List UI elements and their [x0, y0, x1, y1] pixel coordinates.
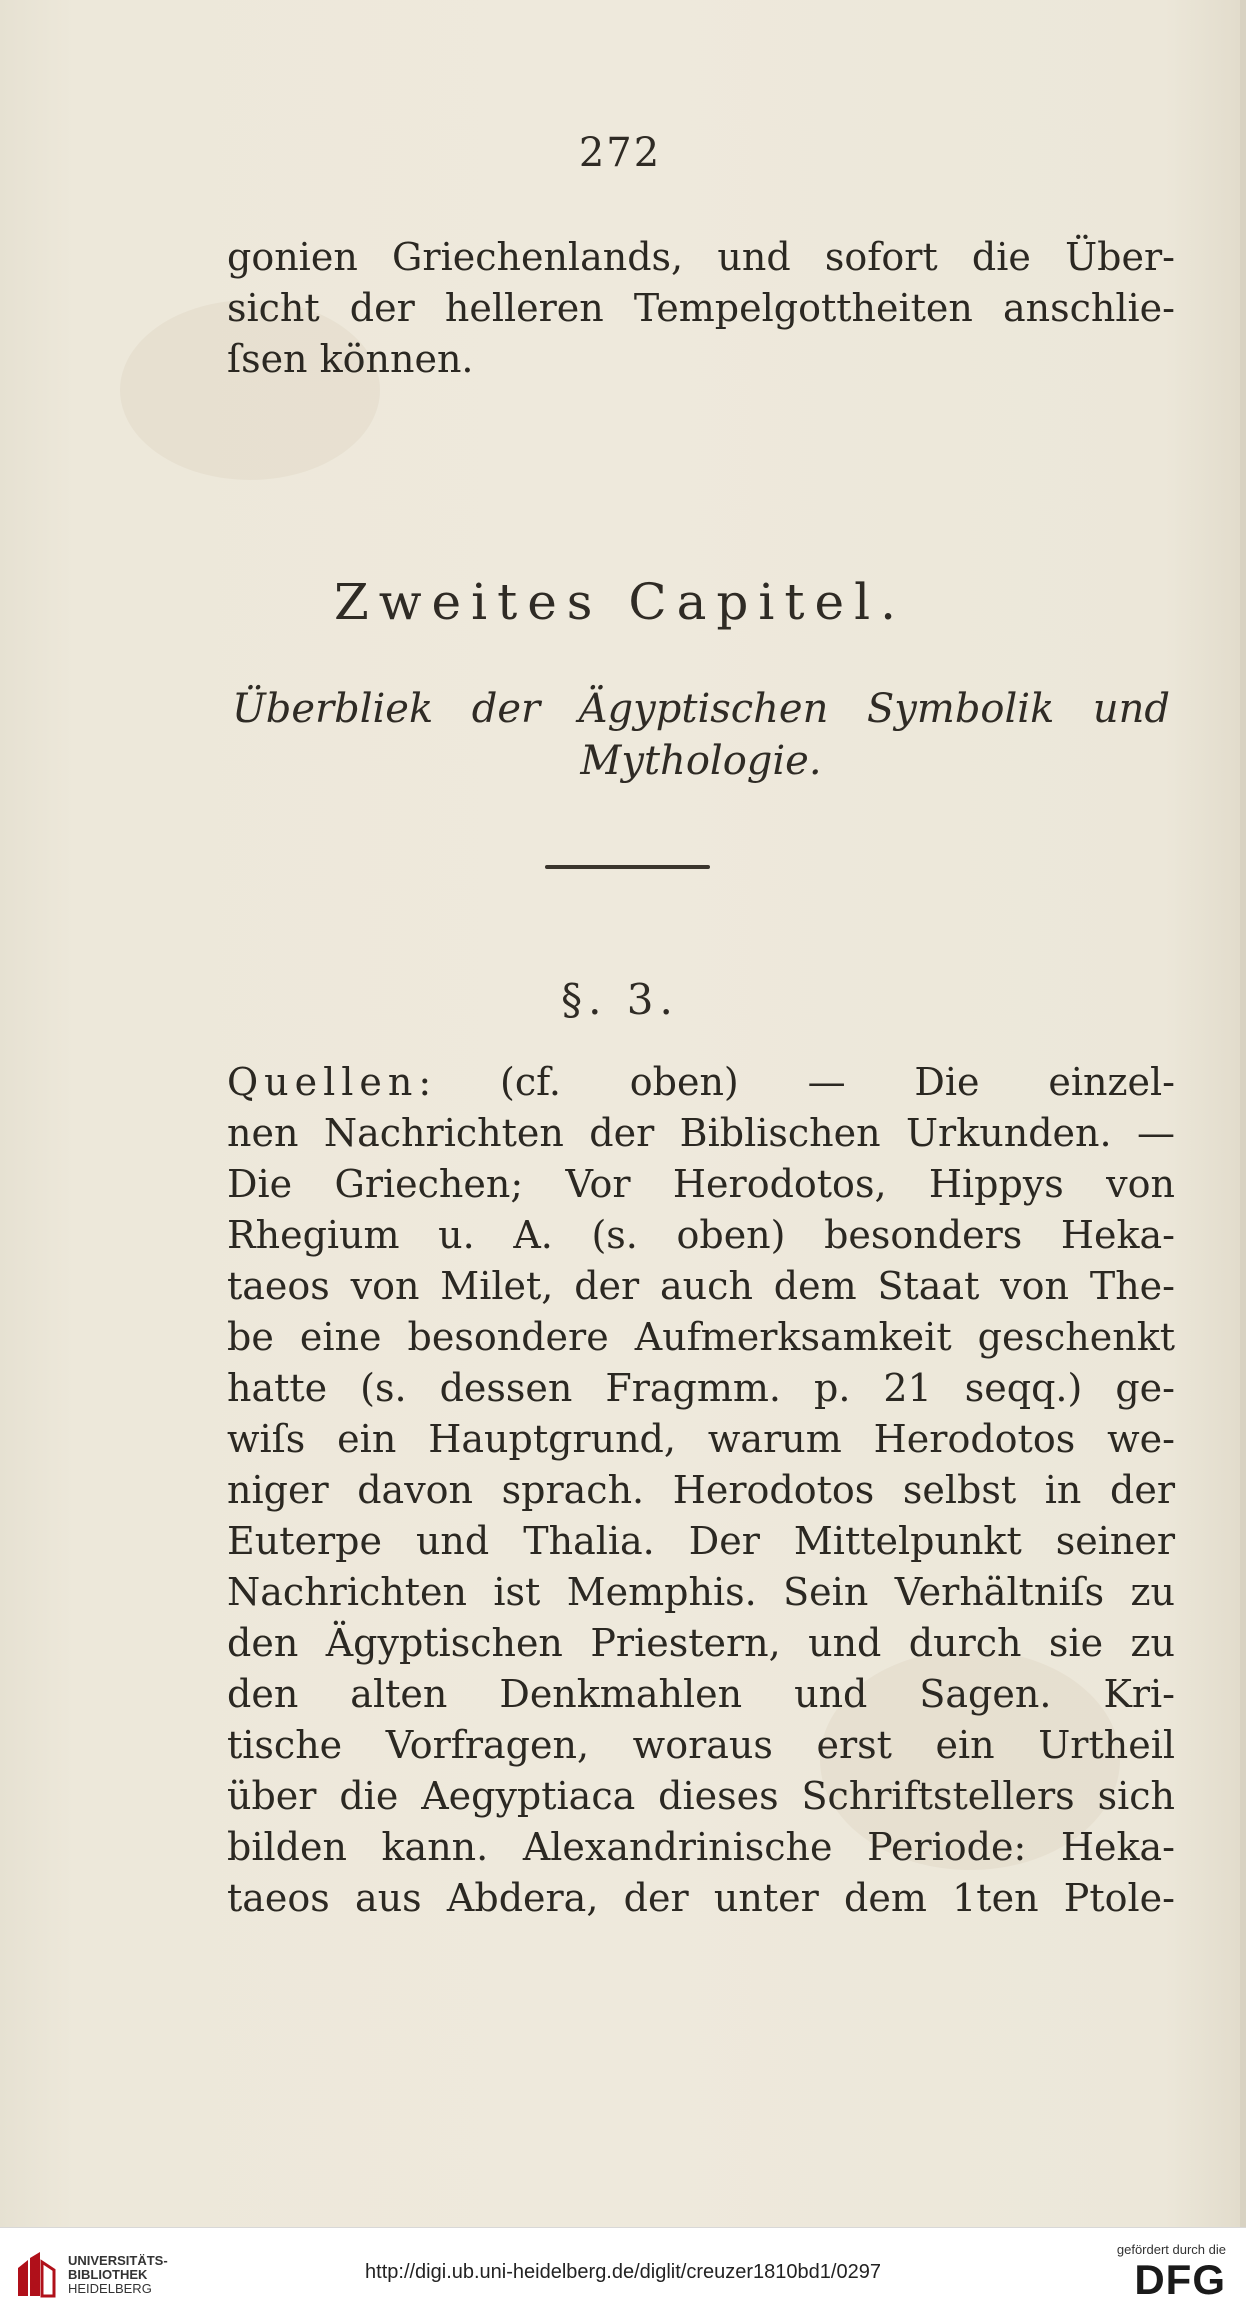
text-line [227, 1465, 1175, 1516]
library-name-line: BIBLIOTHEK [68, 2267, 148, 2282]
text-line [227, 1210, 1175, 1261]
chapter-subtitle [232, 683, 1170, 787]
funding-label: gefördert durch die [1116, 2242, 1226, 2257]
text-line [227, 1822, 1175, 1873]
text-line-content: den alten Denkmahlen und Sagen. Kri- [227, 1672, 1175, 1716]
text-line-content: niger davon sprach. Herodotos selbst in der [227, 1468, 1175, 1512]
text-line-content: hatte (s. dessen Fragmm. p. 21 seqq.) ge- [227, 1366, 1175, 1410]
text-line [227, 1618, 1175, 1669]
permalink-url[interactable]: http://digi.ub.uni-heidelberg.de/diglit/creuzer1810bd1/0297 [365, 2261, 881, 2283]
text-line [227, 1159, 1175, 1210]
text-line [227, 1516, 1175, 1567]
continuation-paragraph [227, 232, 1175, 385]
footer-bar [0, 2227, 1246, 2318]
text-line [227, 1669, 1175, 1720]
text-line [227, 1108, 1175, 1159]
page-number: 272 [578, 130, 662, 176]
chapter-heading: Zweites Capitel. [334, 573, 906, 631]
funding-credit [1096, 2242, 1226, 2303]
text-line [227, 1057, 1175, 1108]
text-line-content: nen Nachrichten der Biblischen Urkunden. — [227, 1111, 1175, 1155]
text-line [227, 1261, 1175, 1312]
text-line [227, 1567, 1175, 1618]
library-name-line: HEIDELBERG [68, 2281, 152, 2296]
spaced-keyword: Quellen [227, 1060, 419, 1104]
text-line-content: Rhegium u. A. (s. oben) besonders Heka- [227, 1213, 1175, 1257]
text-line-content: taeos aus Abdera, der unter dem 1ten Ptole- [227, 1876, 1175, 1920]
text-line: ſsen können. [227, 337, 474, 381]
text-line-content: den Ägyptischen Priestern, und durch sie zu [227, 1621, 1175, 1665]
chapter-subtitle-line: Mythologie. [580, 738, 822, 784]
text-line [227, 1414, 1175, 1465]
text-line-content: taeos von Milet, der auch dem Staat von The- [227, 1264, 1175, 1308]
text-line [227, 1720, 1175, 1771]
text-line-content: Die Griechen; Vor Herodotos, Hippys von [227, 1162, 1175, 1206]
text-line-content: : (cf. oben) — Die einzel- [418, 1060, 1175, 1104]
text-line: gonien Griechenlands, und sofort die Über- [227, 235, 1175, 279]
library-name-line: UNIVERSITÄTS- [68, 2253, 168, 2268]
text-line [227, 1771, 1175, 1822]
text-line-content: wiſs ein Hauptgrund, warum Herodotos we- [227, 1417, 1175, 1461]
text-line-content: über die Aegyptiaca dieses Schriftstellers sich [227, 1774, 1175, 1818]
text-line [227, 1873, 1175, 1924]
text-line-content: Nachrichten ist Memphis. Sein Verhältniſs zu [227, 1570, 1175, 1614]
chapter-subtitle-line: Überbliek der Ägyptischen Symbolik und [232, 686, 1170, 732]
text-line-content: be eine besondere Aufmerksamkeit geschenkt [227, 1315, 1175, 1359]
text-line [227, 1312, 1175, 1363]
section-mark: §. 3. [561, 975, 679, 1024]
text-line [227, 1363, 1175, 1414]
section-body [227, 1057, 1175, 1924]
text-line-content: tische Vorfragen, woraus erst ein Urtheil [227, 1723, 1175, 1767]
text-line-content: Euterpe und Thalia. Der Mittelpunkt seiner [227, 1519, 1175, 1563]
text-line-content: bilden kann. Alexandrinische Periode: Heka- [227, 1825, 1175, 1869]
dfg-logo: DFG [1134, 2256, 1226, 2303]
divider-rule [545, 865, 710, 869]
text-line: sicht der helleren Tempelgottheiten anschlie- [227, 286, 1175, 330]
